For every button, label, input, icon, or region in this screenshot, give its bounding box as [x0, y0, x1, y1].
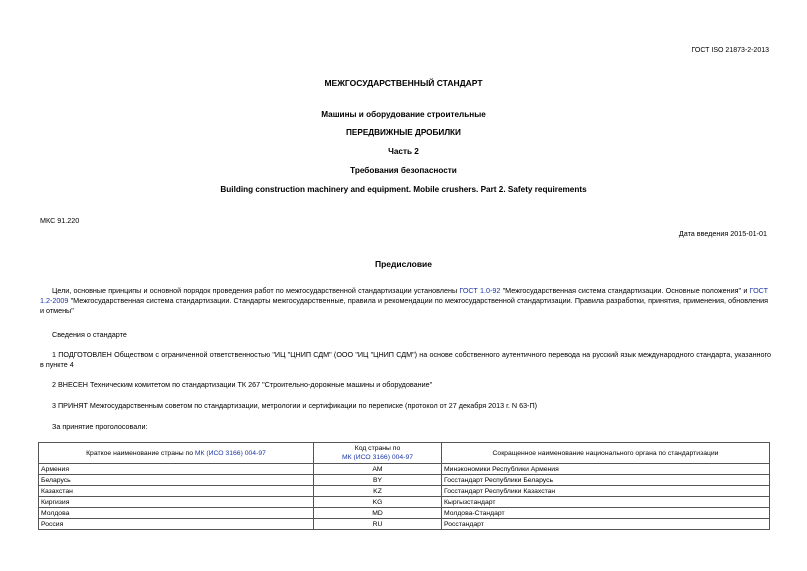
- main-title: ПЕРЕДВИЖНЫЕ ДРОБИЛКИ: [346, 128, 461, 137]
- table-row: [39, 497, 770, 508]
- voted-label: За принятие проголосовали:: [52, 422, 148, 431]
- item-2: 2 ВНЕСЕН Техническим комитетом по стандартизации ТК 267 "Строительно-дорожные машины и оборудование": [52, 380, 433, 389]
- subtitle: Требования безопасности: [350, 166, 457, 175]
- part-title: Часть 2: [388, 147, 419, 156]
- item-1: 1 ПОДГОТОВЛЕН Обществом с ограниченной ответственностью "ИЦ "ЦНИП СДМ" (ООО "ИЦ "ЦНИП СДМ") на основе собственного аутентичного перевода на русский язык международного стандарта, указанного в пункте 4: [40, 350, 771, 369]
- effective-date: Дата введения 2015-01-01: [678, 229, 767, 238]
- country-cell: Беларусь: [39, 475, 314, 486]
- code-cell: AM: [314, 464, 442, 475]
- col-body-header: Сокращенное наименование национального органа по стандартизации: [442, 443, 770, 464]
- foreword-text-a: Цели, основные принципы и основной порядок проведения работ по межгосударственной стандартизации установлены: [52, 286, 460, 295]
- info-heading: Сведения о стандарте: [52, 330, 127, 339]
- foreword-paragraph: [40, 286, 768, 316]
- mk-iso-link-2[interactable]: МК (ИСО 3166) 004-97: [341, 454, 414, 461]
- country-cell: Казахстан: [39, 486, 314, 497]
- table-row: [39, 475, 770, 486]
- gost-1-2-link[interactable]: ГОСТ 1.2-2009: [40, 286, 768, 305]
- table-row: [39, 508, 770, 519]
- countries-table: [38, 442, 770, 530]
- mk-iso-link[interactable]: МК (ИСО 3166) 004-97: [194, 449, 266, 457]
- body-cell: Кыргызстандарт: [442, 497, 770, 508]
- foreword-heading: Предисловие: [374, 259, 433, 269]
- body-cell: Молдова-Стандарт: [442, 508, 770, 519]
- code-cell: KG: [314, 497, 442, 508]
- foreword-text-c: "Межгосударственная система стандартизации. Стандарты межгосударственные, правила и рекомендации по межгосударственной стандартизации. Правила разработки, принятия, применения, обновления и отмены": [40, 296, 768, 315]
- col-code-header: Код страны по МК (ИСО 3166) 004-97: [314, 443, 442, 464]
- code-cell: RU: [314, 519, 442, 530]
- body-cell: Росстандарт: [442, 519, 770, 530]
- country-cell: Армения: [39, 464, 314, 475]
- doc-code: ГОСТ ISO 21873-2-2013: [691, 47, 769, 54]
- item-3: 3 ПРИНЯТ Межгосударственным советом по стандартизации, метрологии и сертификации по переписке (протокол от 27 декабря 2013 г. N 63-П): [52, 401, 538, 410]
- gost-1-0-link[interactable]: ГОСТ 1.0-92: [459, 286, 501, 295]
- table-row: [39, 486, 770, 497]
- body-cell: Госстандарт Республики Беларусь: [442, 475, 770, 486]
- country-cell: Россия: [39, 519, 314, 530]
- code-cell: BY: [314, 475, 442, 486]
- table-row: [39, 464, 770, 475]
- foreword-text-b: "Межгосударственная система стандартизации. Основные положения" и: [500, 286, 750, 295]
- country-cell: Молдова: [39, 508, 314, 519]
- english-title: Building construction machinery and equipment. Mobile crushers. Part 2. Safety requirements: [220, 185, 587, 194]
- col-country-header: Краткое наименование страны по МК (ИСО 3166) 004-97: [39, 443, 314, 464]
- subject-title: Машины и оборудование строительные: [321, 110, 486, 119]
- standard-type: МЕЖГОСУДАРСТВЕННЫЙ СТАНДАРТ: [324, 78, 483, 88]
- country-cell: Киргизия: [39, 497, 314, 508]
- mks-code: МКС 91.220: [40, 216, 80, 225]
- table-header-row: [39, 443, 770, 464]
- body-cell: Госстандарт Республики Казахстан: [442, 486, 770, 497]
- code-cell: MD: [314, 508, 442, 519]
- body-cell: Минэкономики Республики Армения: [442, 464, 770, 475]
- code-cell: KZ: [314, 486, 442, 497]
- table-row: [39, 519, 770, 530]
